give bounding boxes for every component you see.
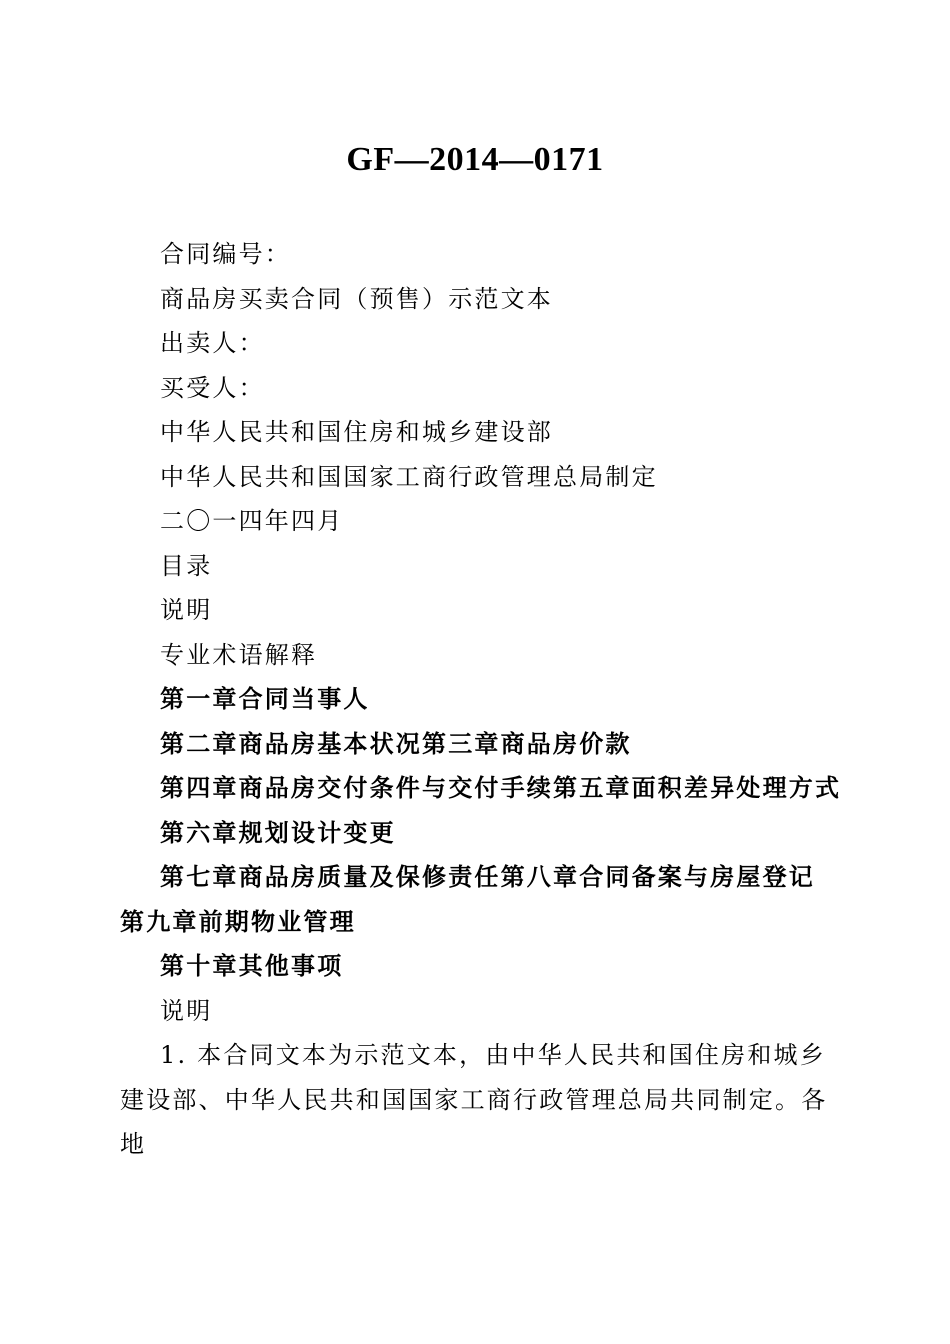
toc-item-terms: 专业术语解释 xyxy=(160,640,318,669)
contract-title: 商品房买卖合同（预售）示范文本 xyxy=(160,284,553,313)
document-code: GF—2014—0171 xyxy=(346,141,604,178)
issuer-administration: 中华人民共和国国家工商行政管理总局制定 xyxy=(160,462,658,491)
explanation-item-1: 1. 本合同文本为示范文本，由中华人民共和国住房和城乡建设部、中华人民共和国国家工商行政管理总局共同制定。各地 xyxy=(120,1041,828,1158)
toc-item-chapter-2-3: 第二章商品房基本状况第三章商品房价款 xyxy=(160,728,632,758)
toc-item-chapter-6: 第六章规划设计变更 xyxy=(160,817,396,847)
toc-item-chapter-1: 第一章合同当事人 xyxy=(160,684,370,713)
seller-label: 出卖人： xyxy=(160,329,265,357)
toc-item-chapter-4-5: 第四章商品房交付条件与交付手续第五章面积差异处理方式 xyxy=(160,773,842,802)
contract-number-label: 合同编号： xyxy=(160,240,291,268)
issuer-ministry: 中华人民共和国住房和城乡建设部 xyxy=(160,418,553,446)
issue-date: 二〇一四年四月 xyxy=(160,507,344,535)
toc-item-chapter-7-9: 第七章商品房质量及保修责任第八章合同备案与房屋登记第九章前期物业管理 xyxy=(120,862,815,936)
toc-heading: 目录 xyxy=(160,551,213,580)
buyer-label: 买受人： xyxy=(160,373,265,402)
toc-item-explanation: 说明 xyxy=(160,596,213,624)
toc-item-chapter-10: 第十章其他事项 xyxy=(160,951,344,980)
explanation-heading: 说明 xyxy=(160,996,213,1025)
document-body xyxy=(120,232,842,1167)
